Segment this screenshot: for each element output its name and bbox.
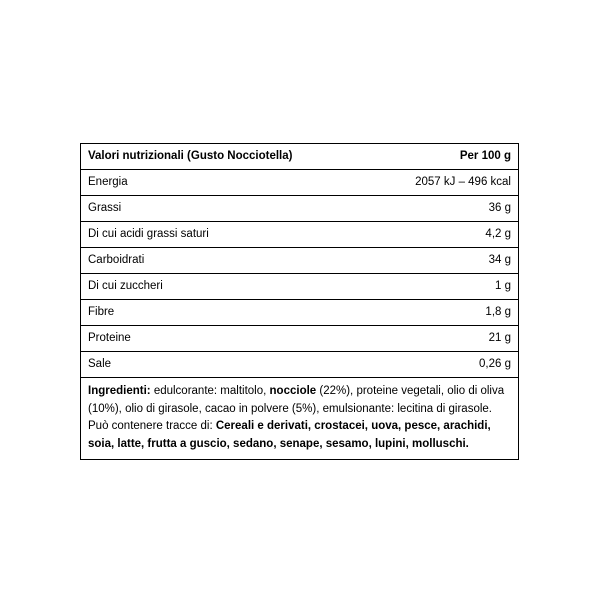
table-row-energy <box>81 170 518 196</box>
row-value: 36 g <box>488 202 511 214</box>
row-value: 2057 kJ – 496 kcal <box>415 176 511 188</box>
table-row-sugars <box>81 274 518 300</box>
row-value: 0,26 g <box>479 358 511 370</box>
table-row-fibre <box>81 300 518 326</box>
ingredients-nuts: nocciole <box>269 385 317 397</box>
ingredients-allergens: Cereali e derivati, crostacei, uova, pesce, arachidi, soia, latte, frutta a guscio, sedano, senape, sesamo, lupini, molluschi. <box>88 420 491 450</box>
nutrition-label <box>80 143 519 460</box>
row-name: Di cui acidi grassi saturi <box>88 228 209 240</box>
header-per-100g: Per 100 g <box>459 150 511 162</box>
row-value: 4,2 g <box>485 228 511 240</box>
row-name: Carboidrati <box>88 254 145 266</box>
ingredients-part-1: edulcorante: maltitolo, <box>150 385 270 397</box>
ingredients-label: Ingredienti: <box>88 385 151 397</box>
table-row-fat <box>81 196 518 222</box>
row-name: Sale <box>88 358 112 370</box>
table-row-protein <box>81 326 518 352</box>
header-title: Valori nutrizionali (Gusto Nocciotella) <box>88 150 293 162</box>
row-name: Proteine <box>88 332 131 344</box>
row-name: Fibre <box>88 306 115 318</box>
row-value: 21 g <box>488 332 511 344</box>
row-value: 34 g <box>488 254 511 266</box>
table-row-carbohydrates <box>81 248 518 274</box>
ingredients-text <box>81 378 518 459</box>
row-name: Energia <box>88 176 128 188</box>
table-header <box>81 144 518 170</box>
row-name: Di cui zuccheri <box>88 280 163 292</box>
table-row-salt <box>81 352 518 378</box>
row-value: 1,8 g <box>485 306 511 318</box>
ingredients-part-2: (22%), proteine vegetali, olio di oliva (10%), olio di girasole, cacao in polvere (5%), emulsionante: lecitina di girasole. Può contenere tracce di: <box>88 385 505 432</box>
row-name: Grassi <box>88 202 122 214</box>
row-value: 1 g <box>495 280 511 292</box>
table-row-saturated-fat <box>81 222 518 248</box>
